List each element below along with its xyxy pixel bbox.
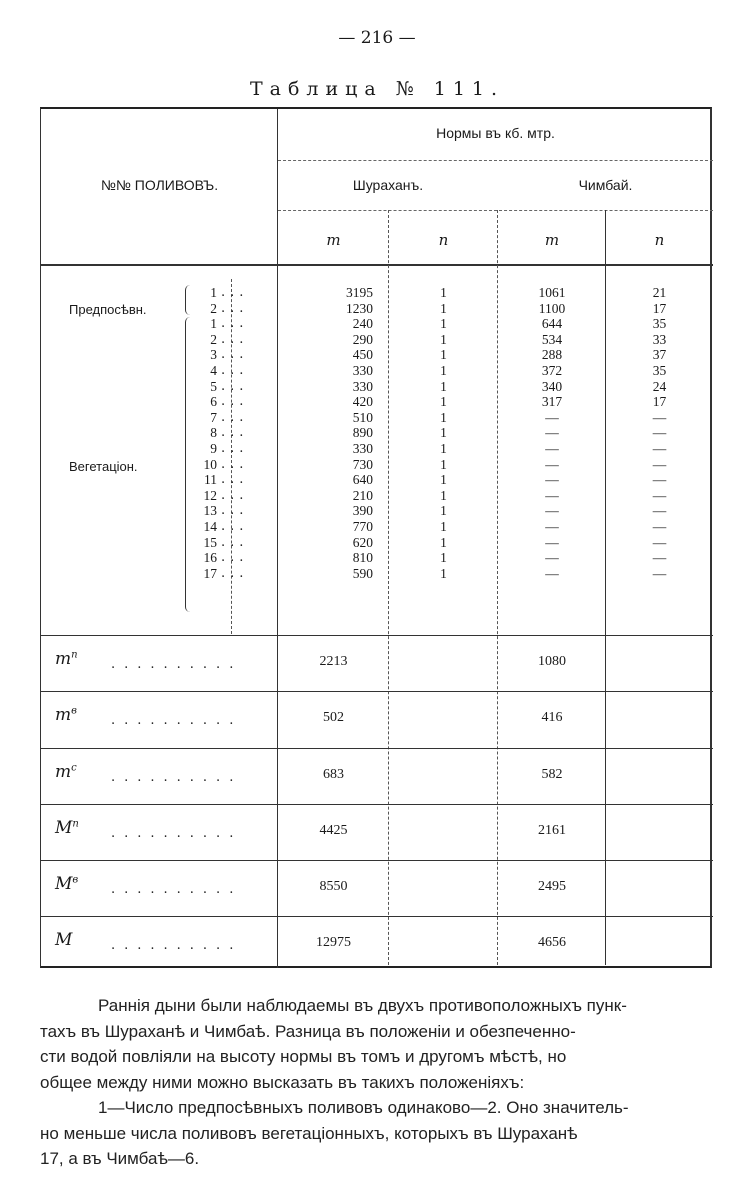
leader-dots: ..........	[111, 713, 243, 728]
shurakhan-m: 330	[352, 441, 373, 456]
chimbay-n: —	[652, 441, 667, 456]
shurakhan-m: 3195	[346, 285, 373, 300]
header-divider	[41, 264, 713, 266]
shurakhan-n: 1	[440, 456, 447, 472]
leader-dots: ..........	[111, 770, 243, 785]
irrigation-norms-table	[40, 107, 712, 968]
brace	[185, 317, 190, 612]
paragraph-line: тахъ въ Шураханѣ и Чимбаѣ. Разница въ положенiи и обезпеченно-	[40, 1021, 576, 1041]
row-number: 15	[203, 534, 217, 550]
shurakhan-m: 890	[352, 425, 373, 441]
chimbay-n: 35	[652, 363, 667, 378]
shurakhan-m: 290	[352, 331, 373, 347]
chimbay-m: —	[545, 456, 559, 472]
row-number: 8	[210, 425, 217, 441]
summary-label	[55, 874, 78, 894]
leader-dots: ..........	[111, 826, 243, 841]
summary-chimbay: 2161	[538, 823, 566, 838]
row-number: 2	[210, 331, 217, 347]
row-number: 17	[203, 565, 217, 581]
summary-symbol: M	[55, 818, 73, 838]
row-number: 16	[203, 550, 217, 566]
shurakhan-n: 1	[440, 285, 447, 300]
leader-dots: ...	[221, 487, 249, 503]
row-number: 3	[210, 347, 217, 363]
paragraph-line: сти водой повлiяли на высоту нормы въ томъ и другомъ мѣстѣ, но	[40, 1047, 567, 1066]
chimbay-m: 644	[541, 316, 563, 332]
shurakhan-n: 1	[440, 331, 447, 347]
leader-dots: ...	[221, 378, 249, 394]
chimbay-m: 1061	[538, 285, 566, 300]
shurakhan-n: 1	[440, 565, 447, 581]
shurakhan-n: 1	[440, 409, 447, 425]
chimbay-m: —	[545, 425, 559, 441]
chimbay-m: 372	[541, 363, 563, 378]
header-ch-n: n	[654, 231, 665, 249]
chimbay-n: —	[652, 456, 667, 472]
shurakhan-m: 640	[352, 472, 373, 488]
header-sh-m: m	[326, 231, 341, 249]
summary-superscript: в	[71, 705, 77, 717]
shurakhan-m: 420	[352, 394, 373, 410]
row-number: 9	[210, 441, 217, 456]
chimbay-n: —	[652, 472, 667, 488]
shurakhan-n: 1	[440, 534, 447, 550]
row-divider	[41, 635, 713, 636]
chimbay-n: 17	[652, 394, 667, 410]
leader-dots: ..........	[111, 938, 243, 953]
leader-dots: ...	[221, 394, 249, 410]
shurakhan-m: 450	[352, 347, 373, 363]
summary-superscript: с	[71, 762, 77, 774]
chimbay-n: —	[652, 409, 667, 425]
leader-dots: ...	[221, 347, 249, 363]
summary-symbol: m	[55, 705, 72, 725]
summary-chimbay: 582	[541, 767, 563, 782]
leader-dots: ..........	[111, 882, 243, 897]
leader-dots: ...	[221, 363, 249, 378]
shurakhan-n: 1	[440, 425, 447, 441]
leader-dots: ...	[221, 519, 249, 534]
leader-dots: ..........	[111, 657, 243, 672]
shurakhan-n: 1	[440, 487, 447, 503]
shurakhan-m: 730	[352, 456, 373, 472]
chimbay-m: 534	[541, 331, 563, 347]
chimbay-m: 288	[541, 347, 563, 363]
chimbay-n: 24	[652, 378, 667, 394]
leader-dots: ...	[221, 441, 249, 456]
leader-dots: ...	[221, 285, 249, 300]
chimbay-n: —	[652, 550, 667, 566]
shurakhan-m: 330	[352, 378, 373, 394]
summary-superscript: п	[71, 649, 78, 661]
header-row-label: №№ ПОЛИВОВЪ.	[100, 177, 219, 193]
brace	[185, 285, 190, 315]
summary-superscript: в	[72, 874, 79, 886]
shurakhan-n: 1	[440, 316, 447, 332]
shurakhan-n: 1	[440, 550, 447, 566]
row-number: 6	[210, 394, 217, 410]
chimbay-m: —	[545, 472, 559, 488]
summary-chimbay: 1080	[538, 654, 566, 669]
summary-chimbay: 416	[541, 710, 563, 725]
page-number: — 216 —	[338, 28, 416, 48]
leader-dots: ...	[221, 456, 249, 472]
summary-shurakhan: 12975	[316, 935, 351, 950]
shurakhan-m: 330	[352, 363, 373, 378]
chimbay-n: —	[652, 519, 667, 534]
chimbay-n: 21	[652, 285, 667, 300]
row-number: 10	[203, 456, 217, 472]
chimbay-n: 35	[652, 316, 667, 332]
row-number: 1	[210, 285, 217, 300]
row-number: 7	[210, 409, 217, 425]
summary-label	[55, 818, 79, 838]
summary-symbol: m	[55, 762, 72, 782]
leader-dots: ...	[221, 503, 249, 519]
row-divider	[41, 916, 713, 917]
shurakhan-n: 1	[440, 519, 447, 534]
leader-dots: ...	[221, 472, 249, 488]
chimbay-m: —	[545, 565, 559, 581]
table-title: Таблица № 111.	[249, 78, 505, 100]
leader-dots: ...	[221, 409, 249, 425]
row-number: 5	[210, 378, 217, 394]
summary-label	[55, 762, 77, 782]
shurakhan-n: 1	[440, 503, 447, 519]
summary-shurakhan: 8550	[319, 879, 348, 894]
chimbay-n: —	[652, 487, 667, 503]
paragraph-line: 1—Число предпосѣвныхъ поливовъ одинаково—2. Оно значитель-	[98, 1098, 629, 1117]
chimbay-m: —	[545, 487, 559, 503]
shurakhan-n: 1	[440, 378, 447, 394]
chimbay-n: 33	[652, 331, 667, 347]
shurakhan-m: 240	[352, 316, 373, 332]
header-shurakhan: Шураханъ.	[352, 177, 424, 193]
chimbay-n: —	[652, 565, 667, 581]
row-divider	[41, 691, 713, 692]
summary-shurakhan: 4425	[319, 823, 348, 838]
leader-dots: ...	[221, 316, 249, 332]
chimbay-m: —	[545, 503, 559, 519]
chimbay-m: 1100	[538, 300, 566, 316]
shurakhan-m: 810	[352, 550, 373, 566]
summary-symbol: M	[55, 930, 73, 950]
shurakhan-m: 510	[352, 409, 373, 425]
chimbay-m: 317	[541, 394, 563, 410]
chimbay-m: —	[545, 409, 559, 425]
header-norms: Нормы въ кб. мтр.	[436, 125, 555, 141]
row-number: 2	[210, 300, 217, 316]
paragraph-line: но меньше числа поливовъ вегетацiонныхъ, которыхъ въ Шураханѣ	[40, 1123, 578, 1143]
chimbay-m: 340	[541, 378, 563, 394]
header-chimbay: Чимбай.	[578, 177, 633, 193]
chimbay-m: —	[545, 441, 559, 456]
summary-label	[55, 649, 78, 669]
row-number: 11	[204, 472, 217, 488]
chimbay-n: —	[652, 425, 667, 441]
shurakhan-n: 1	[440, 441, 447, 456]
summary-chimbay: 2495	[538, 879, 566, 894]
leader-dots: ...	[221, 565, 249, 581]
shurakhan-m: 590	[352, 565, 373, 581]
header-sh-n: n	[438, 231, 449, 249]
chimbay-m: —	[545, 550, 559, 566]
shurakhan-n: 1	[440, 394, 447, 410]
leader-dots: ...	[221, 534, 249, 550]
divider	[278, 210, 713, 211]
chimbay-m: —	[545, 519, 559, 534]
group-label-pre: Предпосѣвн.	[69, 302, 147, 317]
paragraph-line: Раннiя дыни были наблюдаемы въ двухъ противоположныхъ пунк-	[98, 996, 627, 1015]
summary-label	[55, 705, 77, 725]
leader-dots: ...	[221, 331, 249, 347]
leader-dots: ...	[221, 425, 249, 441]
header-ch-m: m	[544, 231, 560, 249]
chimbay-n: —	[652, 503, 667, 519]
paragraph-line: общее между ними можно высказать въ такихъ положенiяхъ:	[40, 1072, 525, 1092]
group-label-veg: Вегетацiон.	[69, 459, 138, 474]
shurakhan-m: 210	[352, 487, 373, 503]
summary-chimbay: 4656	[538, 935, 566, 950]
body-paragraph	[40, 993, 710, 1172]
leader-dots: ...	[221, 300, 249, 316]
row-divider	[41, 748, 713, 749]
shurakhan-n: 1	[440, 363, 447, 378]
summary-shurakhan: 2213	[319, 654, 348, 669]
shurakhan-n: 1	[440, 472, 447, 488]
row-number: 14	[203, 519, 217, 534]
leader-dots: ...	[221, 550, 249, 566]
chimbay-n: 37	[652, 347, 667, 363]
summary-shurakhan: 683	[323, 767, 344, 782]
summary-shurakhan: 502	[323, 710, 344, 725]
summary-symbol: M	[55, 874, 73, 894]
summary-symbol: m	[55, 649, 72, 669]
row-divider	[41, 860, 713, 861]
summary-label	[55, 930, 72, 950]
divider	[278, 160, 713, 161]
shurakhan-m: 770	[352, 519, 373, 534]
paragraph-line: 17, а въ Чимбаѣ—6.	[40, 1149, 200, 1168]
summary-superscript: п	[72, 818, 79, 830]
chimbay-n: —	[652, 534, 667, 550]
row-number: 12	[203, 487, 217, 503]
row-divider	[41, 804, 713, 805]
chimbay-m: —	[545, 534, 559, 550]
row-number: 4	[210, 363, 217, 378]
shurakhan-m: 620	[352, 534, 373, 550]
row-number: 13	[203, 503, 217, 519]
shurakhan-n: 1	[440, 347, 447, 363]
shurakhan-m: 390	[352, 503, 373, 519]
shurakhan-n: 1	[440, 300, 447, 316]
row-number: 1	[210, 316, 217, 332]
chimbay-n: 17	[652, 300, 667, 316]
shurakhan-m: 1230	[346, 300, 373, 316]
